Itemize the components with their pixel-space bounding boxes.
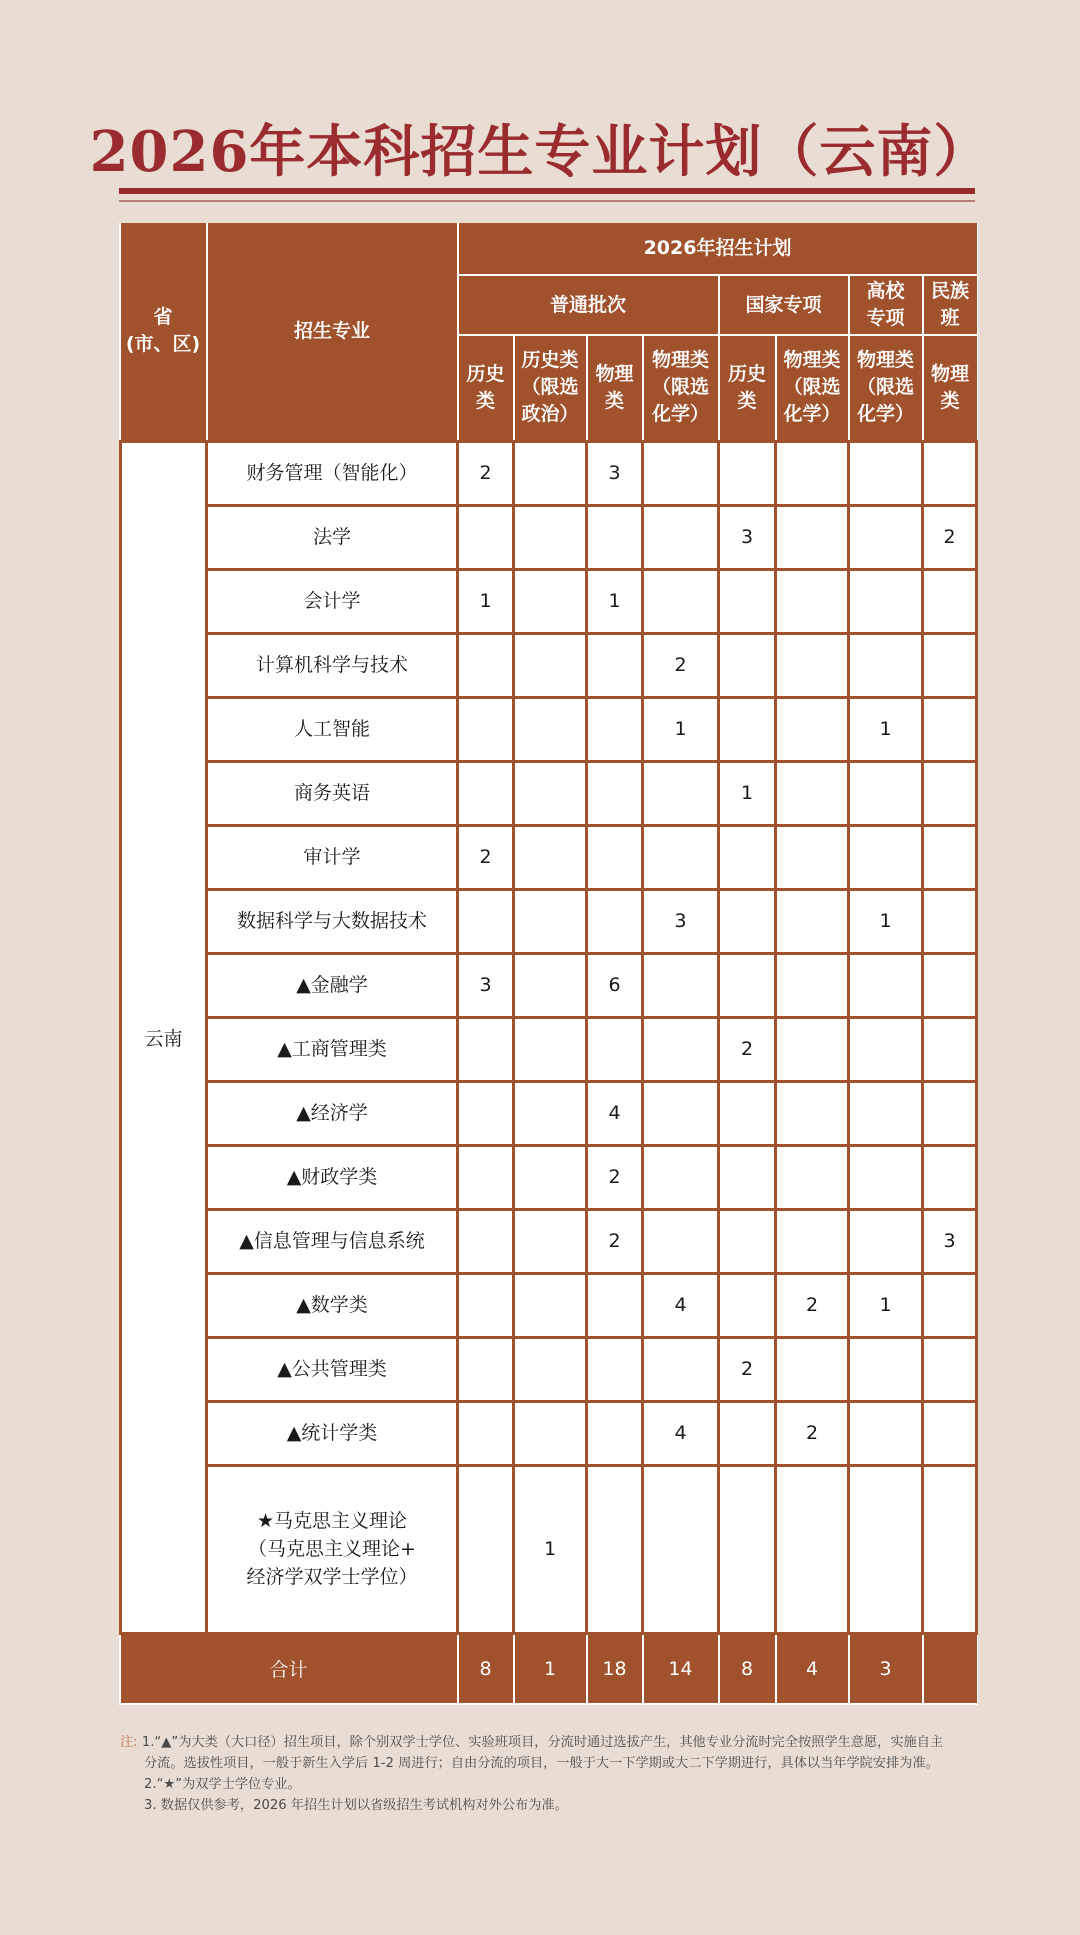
quota-cell [923, 825, 977, 889]
quota-cell [514, 1209, 587, 1273]
major-name: ▲工商管理类 [207, 1017, 458, 1081]
table-row [121, 1017, 977, 1081]
major-name: 数据科学与大数据技术 [207, 889, 458, 953]
footnote-1: 注: 1.“▲”为大类（大口径）招生项目，除个别双学士学位、实验班项目，分流时通过选拔产生，其他专业分流时完全按照学生意愿，实施自主 [120, 1735, 944, 1750]
quota-cell: 3 [643, 889, 719, 953]
quota-cell [719, 1081, 776, 1145]
quota-cell [923, 633, 977, 697]
quota-cell [776, 633, 849, 697]
quota-cell [923, 1017, 977, 1081]
quota-cell [587, 761, 643, 825]
quota-cell [719, 1145, 776, 1209]
quota-cell: 2 [643, 633, 719, 697]
quota-cell [587, 1337, 643, 1401]
quota-cell [849, 1081, 923, 1145]
quota-cell [587, 1273, 643, 1337]
quota-cell [643, 1209, 719, 1273]
major-name: ▲数学类 [207, 1273, 458, 1337]
header-province: 省 (市、区) [121, 223, 207, 441]
header-subject: 物理 类 [587, 335, 643, 441]
header-subject: 物理类 （限选 化学） [776, 335, 849, 441]
quota-cell [776, 569, 849, 633]
quota-cell [643, 1465, 719, 1633]
table-row [121, 761, 977, 825]
quota-cell [923, 569, 977, 633]
quota-cell: 1 [587, 569, 643, 633]
header-subject: 历史 类 [458, 335, 514, 441]
quota-cell [849, 825, 923, 889]
quota-cell [514, 505, 587, 569]
quota-cell [776, 1017, 849, 1081]
quota-cell [458, 1209, 514, 1273]
quota-cell: 3 [587, 441, 643, 505]
quota-cell [923, 953, 977, 1017]
major-name: 计算机科学与技术 [207, 633, 458, 697]
quota-cell [776, 825, 849, 889]
quota-cell [514, 1401, 587, 1465]
quota-cell [514, 569, 587, 633]
quota-cell [923, 1081, 977, 1145]
major-name: ▲统计学类 [207, 1401, 458, 1465]
quota-cell: 3 [719, 505, 776, 569]
quota-cell [643, 761, 719, 825]
major-name: 财务管理（智能化） [207, 441, 458, 505]
enrollment-plan-table [119, 223, 978, 1705]
quota-cell: 4 [643, 1401, 719, 1465]
quota-cell: 2 [923, 505, 977, 569]
quota-cell [776, 1337, 849, 1401]
quota-cell: 1 [849, 889, 923, 953]
quota-cell [643, 1017, 719, 1081]
quota-cell [719, 825, 776, 889]
total-cell: 8 [458, 1633, 514, 1704]
quota-cell: 2 [719, 1337, 776, 1401]
table-row [121, 505, 977, 569]
header-batch-ethnic: 民族 班 [923, 275, 977, 335]
total-cell: 14 [643, 1633, 719, 1704]
total-cell [923, 1633, 977, 1704]
table-row [121, 1401, 977, 1465]
quota-cell: 2 [458, 441, 514, 505]
quota-cell [514, 953, 587, 1017]
quota-cell [719, 633, 776, 697]
major-name: 人工智能 [207, 697, 458, 761]
quota-cell: 1 [849, 1273, 923, 1337]
quota-cell [719, 697, 776, 761]
total-cell: 1 [514, 1633, 587, 1704]
title-underline [119, 188, 975, 194]
quota-cell [458, 633, 514, 697]
quota-cell [719, 1465, 776, 1633]
footnote-1-cont: 分流。选拔性项目，一般于新生入学后 1-2 周进行；自由分流的项目，一般于大一下学期或大二下学期进行，具体以当年学院安排为准。 [144, 1756, 939, 1771]
quota-cell: 3 [923, 1209, 977, 1273]
header-major: 招生专业 [207, 223, 458, 441]
quota-cell [776, 505, 849, 569]
quota-cell [514, 889, 587, 953]
quota-cell: 2 [587, 1145, 643, 1209]
table-row [121, 1209, 977, 1273]
total-cell: 4 [776, 1633, 849, 1704]
quota-cell [776, 761, 849, 825]
table-row [121, 1145, 977, 1209]
quota-cell [514, 1273, 587, 1337]
quota-cell [923, 889, 977, 953]
header-batch-national: 国家专项 [719, 275, 849, 335]
quota-cell: 2 [458, 825, 514, 889]
major-name: 商务英语 [207, 761, 458, 825]
quota-cell [458, 1017, 514, 1081]
footnote-2: 2.“★”为双学士学位专业。 [144, 1777, 301, 1792]
quota-cell [849, 633, 923, 697]
header-subject: 历史 类 [719, 335, 776, 441]
quota-cell [849, 1017, 923, 1081]
province-cell: 云南 [121, 441, 207, 1633]
quota-cell [719, 1401, 776, 1465]
quota-cell [776, 889, 849, 953]
quota-cell [849, 1145, 923, 1209]
quota-cell [719, 1209, 776, 1273]
header-subject: 历史类 （限选 政治） [514, 335, 587, 441]
quota-cell [514, 441, 587, 505]
major-name: ▲金融学 [207, 953, 458, 1017]
header-plan-group: 2026年招生计划 [458, 223, 977, 275]
quota-cell [643, 953, 719, 1017]
quota-cell [643, 569, 719, 633]
quota-cell [923, 697, 977, 761]
table-row [121, 953, 977, 1017]
quota-cell [587, 505, 643, 569]
quota-cell [719, 953, 776, 1017]
quota-cell [643, 441, 719, 505]
quota-cell: 4 [587, 1081, 643, 1145]
table-row [121, 1465, 977, 1633]
header-batch-regular: 普通批次 [458, 275, 719, 335]
quota-cell: 1 [719, 761, 776, 825]
table-row [121, 1081, 977, 1145]
quota-cell [643, 825, 719, 889]
quota-cell [776, 441, 849, 505]
quota-cell [776, 1081, 849, 1145]
total-label: 合计 [121, 1633, 458, 1704]
quota-cell [719, 441, 776, 505]
quota-cell [587, 825, 643, 889]
footnotes [120, 1732, 990, 1816]
quota-cell [514, 1337, 587, 1401]
major-name: ▲财政学类 [207, 1145, 458, 1209]
quota-cell [849, 569, 923, 633]
quota-cell [643, 1081, 719, 1145]
quota-cell [587, 697, 643, 761]
quota-cell [587, 889, 643, 953]
quota-cell [458, 1337, 514, 1401]
header-subject: 物理 类 [923, 335, 977, 441]
quota-cell [458, 889, 514, 953]
total-cell: 8 [719, 1633, 776, 1704]
quota-cell [923, 1337, 977, 1401]
table-row [121, 1337, 977, 1401]
quota-cell: 4 [643, 1273, 719, 1337]
table-row [121, 697, 977, 761]
table-row [121, 1273, 977, 1337]
table-row [121, 441, 977, 505]
quota-cell [643, 1145, 719, 1209]
major-name: ▲信息管理与信息系统 [207, 1209, 458, 1273]
quota-cell [849, 505, 923, 569]
quota-cell [458, 1273, 514, 1337]
quota-cell [458, 1081, 514, 1145]
quota-cell [923, 1273, 977, 1337]
major-name: ★马克思主义理论 （马克思主义理论+ 经济学双学士学位） [207, 1465, 458, 1633]
header-batch-university: 高校 专项 [849, 275, 923, 335]
quota-cell [923, 1145, 977, 1209]
quota-cell [514, 633, 587, 697]
quota-cell [587, 1017, 643, 1081]
quota-cell [458, 1401, 514, 1465]
quota-cell [587, 633, 643, 697]
quota-cell [514, 825, 587, 889]
page-title: 2026年本科招生专业计划（云南） [89, 119, 991, 185]
quota-cell [776, 1209, 849, 1273]
major-name: ▲经济学 [207, 1081, 458, 1145]
table-row [121, 825, 977, 889]
quota-cell [643, 1337, 719, 1401]
quota-cell [776, 953, 849, 1017]
quota-cell: 3 [458, 953, 514, 1017]
quota-cell: 2 [587, 1209, 643, 1273]
quota-cell [776, 697, 849, 761]
quota-cell [458, 761, 514, 825]
quota-cell [458, 1145, 514, 1209]
total-row [121, 1633, 977, 1704]
quota-cell [514, 697, 587, 761]
quota-cell [719, 1273, 776, 1337]
quota-cell [587, 1401, 643, 1465]
quota-cell [923, 1401, 977, 1465]
quota-cell [849, 1337, 923, 1401]
footnote-3: 3. 数据仅供参考，2026 年招生计划以省级招生考试机构对外公布为准。 [144, 1798, 568, 1813]
quota-cell [587, 1465, 643, 1633]
major-name: 法学 [207, 505, 458, 569]
quota-cell [923, 441, 977, 505]
major-name: ▲公共管理类 [207, 1337, 458, 1401]
quota-cell [849, 1465, 923, 1633]
quota-cell [514, 1081, 587, 1145]
header-subject: 物理类 （限选 化学） [849, 335, 923, 441]
major-name: 会计学 [207, 569, 458, 633]
quota-cell [458, 697, 514, 761]
quota-cell: 6 [587, 953, 643, 1017]
quota-cell: 1 [643, 697, 719, 761]
quota-cell [719, 889, 776, 953]
quota-cell: 2 [776, 1401, 849, 1465]
table-row [121, 569, 977, 633]
total-cell: 3 [849, 1633, 923, 1704]
quota-cell [514, 1145, 587, 1209]
quota-cell: 2 [776, 1273, 849, 1337]
quota-cell: 1 [458, 569, 514, 633]
title-underline-thin [119, 200, 975, 202]
header-subject: 物理类 （限选 化学） [643, 335, 719, 441]
quota-cell [514, 761, 587, 825]
quota-cell [923, 1465, 977, 1633]
quota-cell [776, 1465, 849, 1633]
quota-cell: 1 [849, 697, 923, 761]
major-name: 审计学 [207, 825, 458, 889]
quota-cell [849, 953, 923, 1017]
quota-cell [849, 1209, 923, 1273]
quota-cell [776, 1145, 849, 1209]
quota-cell [849, 441, 923, 505]
quota-cell [458, 505, 514, 569]
quota-cell [719, 569, 776, 633]
quota-cell [514, 1017, 587, 1081]
table-row [121, 633, 977, 697]
table-row [121, 889, 977, 953]
quota-cell [643, 505, 719, 569]
quota-cell [849, 1401, 923, 1465]
quota-cell: 2 [719, 1017, 776, 1081]
quota-cell: 1 [514, 1465, 587, 1633]
quota-cell [849, 761, 923, 825]
quota-cell [458, 1465, 514, 1633]
quota-cell [923, 761, 977, 825]
total-cell: 18 [587, 1633, 643, 1704]
